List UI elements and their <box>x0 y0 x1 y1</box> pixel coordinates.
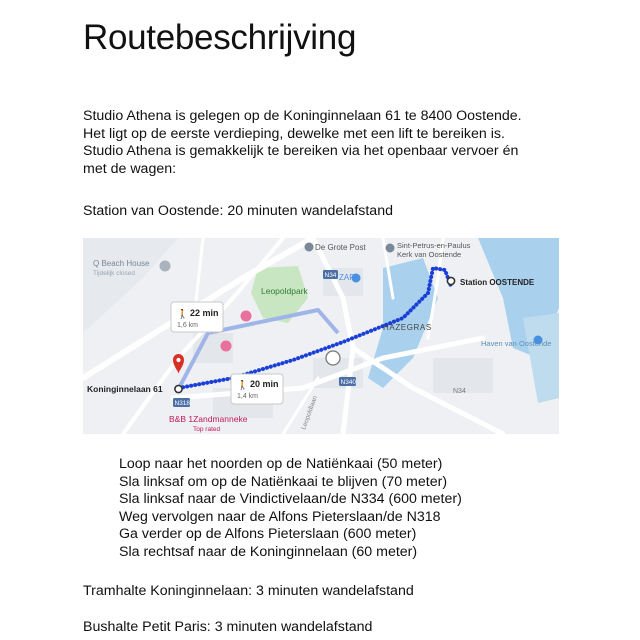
route-alt-time: 22 min <box>190 308 219 318</box>
route-main-callout[interactable] <box>231 374 283 404</box>
landmark-icon[interactable] <box>305 243 314 252</box>
origin-marker <box>175 385 182 392</box>
bed-icon[interactable] <box>241 311 252 322</box>
map-road-label: N34 <box>324 272 337 279</box>
map-label-sint-petrus-2: Kerk van Oostende <box>397 250 462 259</box>
bus-stop-info: Bushalte Petit Paris: 3 minuten wandelafstand <box>83 619 373 635</box>
route-step: Sla linksaf om op de Natiënkaai te blijven (70 meter) <box>119 473 448 490</box>
map-label-beach-house: Q Beach House <box>93 259 150 268</box>
map-label-hazegras: HAZEGRAS <box>383 323 432 332</box>
route-main-time: 20 min <box>250 379 279 389</box>
roundabout-icon <box>326 351 340 365</box>
route-alt-distance: 1,6 km <box>177 322 199 329</box>
map-label-sint-petrus: Sint-Petrus-en-Paulus <box>397 241 471 250</box>
route-step: Sla linksaf naar de Vindictivelaan/de N334 (600 meter) <box>119 491 462 507</box>
route-step: Loop naar het noorden op de Natiënkaai (50 meter) <box>119 456 443 472</box>
intro-line: Het ligt op de eerste verdieping, dewelke met een lift te bereiken is. <box>83 125 505 142</box>
page-title: Routebeschrijving <box>83 18 357 57</box>
bed-icon[interactable] <box>221 341 232 352</box>
church-icon[interactable] <box>386 244 395 253</box>
map-label-station: Station OOSTENDE <box>460 278 535 287</box>
map-label-haven: Haven van Oostende <box>481 339 552 348</box>
map-label-grote-post: De Grote Post <box>315 243 366 252</box>
station-heading: Station van Oostende: 20 minuten wandelafstand <box>83 203 393 219</box>
map-road-label: N34 <box>453 388 466 395</box>
route-step: Weg vervolgen naar de Alfons Pieterslaan/de N318 <box>119 508 441 525</box>
route-main-distance: 1,4 km <box>237 393 259 400</box>
map-label-bb-note: Top rated <box>193 426 221 433</box>
intro-line: met de wagen: <box>83 160 177 177</box>
route-steps <box>119 456 462 561</box>
map-label-bb: B&B 1Zandmanneke <box>169 414 248 424</box>
route-step: Ga verder op de Alfons Pieterslaan (600 meter) <box>119 526 417 542</box>
map-road-label: N340 <box>340 379 357 386</box>
route-step: Sla rechtsaf naar de Koninginnelaan (60 meter) <box>119 543 418 560</box>
map-label-zara: ZARA <box>339 273 361 282</box>
route-map <box>83 238 559 434</box>
map-label-beach-house-status: Tijdelijk closed <box>93 270 136 277</box>
walk-icon: 🚶 <box>237 380 249 390</box>
intro-line: Studio Athena is gemakkelijk te bereiken via het openbaar vervoer én <box>83 143 519 159</box>
poi-icon[interactable] <box>160 261 171 272</box>
intro-line: Studio Athena is gelegen op de Koninginnelaan 61 te 8400 Oostende. <box>83 108 522 124</box>
tram-stop-info: Tramhalte Koninginnelaan: 3 minuten wandelafstand <box>83 583 414 599</box>
walk-icon: 🚶 <box>177 309 189 319</box>
map-street-label: Leopoldlaan <box>300 394 319 431</box>
map-road-label: N318 <box>174 400 191 407</box>
intro-paragraph <box>83 108 603 178</box>
station-marker[interactable] <box>447 277 454 284</box>
map-label-destination: Koninginnelaan 61 <box>87 384 163 394</box>
map-label-leopoldpark: Leopoldpark <box>261 286 308 296</box>
route-alt-callout[interactable] <box>171 302 223 332</box>
